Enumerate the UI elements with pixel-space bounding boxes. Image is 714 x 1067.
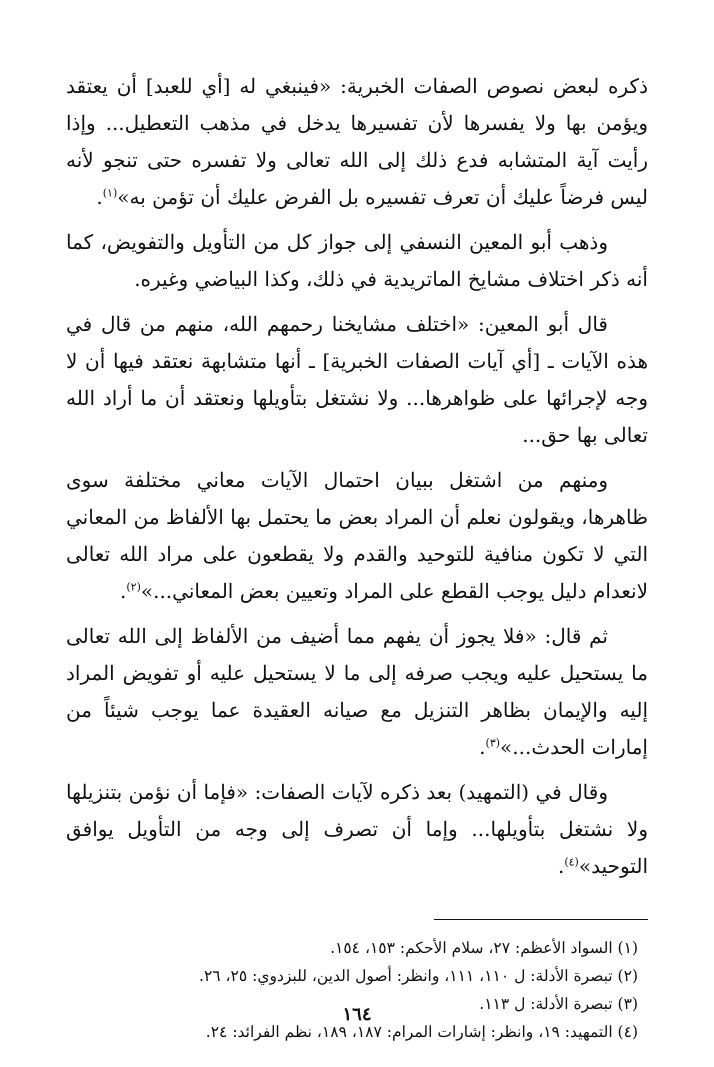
paragraph-2: وذهب أبو المعين النسفي إلى جواز كل من التأويل والتفويض، كما أنه ذكر اختلاف مشايخ الماتريدية في ذلك، وكذا البياضي وغيره.	[66, 230, 648, 291]
paragraph-5: ثم قال: «فلا يجوز أن يفهم مما أضيف من الألفاظ إلى الله تعالى ما يستحيل عليه ويجب صرفه إلى ما لا يستحيل عليه أو تفويض المراد إليه والإيمان بظاهر التنزيل مع صيانه العقيدة عما يوجب شيئاً من إمارات الحدث...»$^{(٣)}$.	[66, 624, 648, 759]
footnote-3: (٣) تبصرة الأدلة: ل ١١٣.	[479, 995, 638, 1013]
footnote-ref-3: (٣)	[485, 736, 501, 750]
footnotes	[66, 934, 648, 1046]
paragraph-1: ذكره لبعض نصوص الصفات الخبرية: «فينبغي له [أي للعبد] أن يعتقد ويؤمن بها ولا يفسرها لأن تفسيرها يدخل في مذهب التعطيل... وإذا رأيت آية المتشابه فدع ذلك إلى الله تعالى ولا تفسره حتى تنجو لأنه ليس فرضاً عليك أن تعرف تفسيره بل الفرض عليك أن تؤمن به»$^{(١)}$.	[66, 74, 648, 209]
footnote-4: (٤) التمهيد: ١٩، وانظر: إشارات المرام: ١٨٧، ١٨٩، نظم الفرائد: ٢٤.	[205, 1023, 638, 1041]
footnote-ref-4: (٤)	[564, 855, 579, 869]
footnote-ref-2: (٢)	[126, 580, 141, 594]
paragraph-6: وقال في (التمهيد) بعد ذكره لآيات الصفات: «فإما أن نؤمن بتنزيلها ولا نشتغل بتأويلها... وإما أن تصرف إلى وجه من التأويل يوافق التوحيد»$^{(٤)}$.	[66, 780, 649, 878]
paragraph-3: قال أبو المعين: «اختلف مشايخنا رحمهم الله، منهم من قال في هذه الآيات ـ [أي آيات الصفات الخبرية] ـ أنها متشابهة نعتقد فيها أن لا وجه لإجرائها على ظواهرها... ولا نشتغل بتأويلها ونعتقد أن ما أراد الله تعالى بها حق...	[66, 312, 648, 447]
main-text	[66, 68, 648, 885]
footnote-divider	[434, 919, 648, 920]
footnote-1: (١) السواد الأعظم: ٢٧، سلام الأحكم: ١٥٣، ١٥٤.	[330, 939, 638, 957]
paragraph-4: ومنهم من اشتغل ببيان احتمال الآيات معاني مختلفة سوى ظاهرها، ويقولون نعلم أن المراد بعض ما يحتمل بها الألفاظ من المعاني التي لا تكون منافية للتوحيد والقدم ولا يقطعون على مراد الله تعالى لانعدام دليل يوجب القطع على المراد وتعيين بعض المعاني...»$^{(٢)}$.	[66, 468, 648, 603]
page-number: ١٦٤	[342, 1004, 372, 1025]
footnote-2: (٢) تبصرة الأدلة: ل ١١٠، ١١١، وانظر: أصول الدين، للبزدوي: ٢٥، ٢٦.	[199, 967, 638, 985]
footnote-ref-1: (١)	[102, 186, 118, 200]
